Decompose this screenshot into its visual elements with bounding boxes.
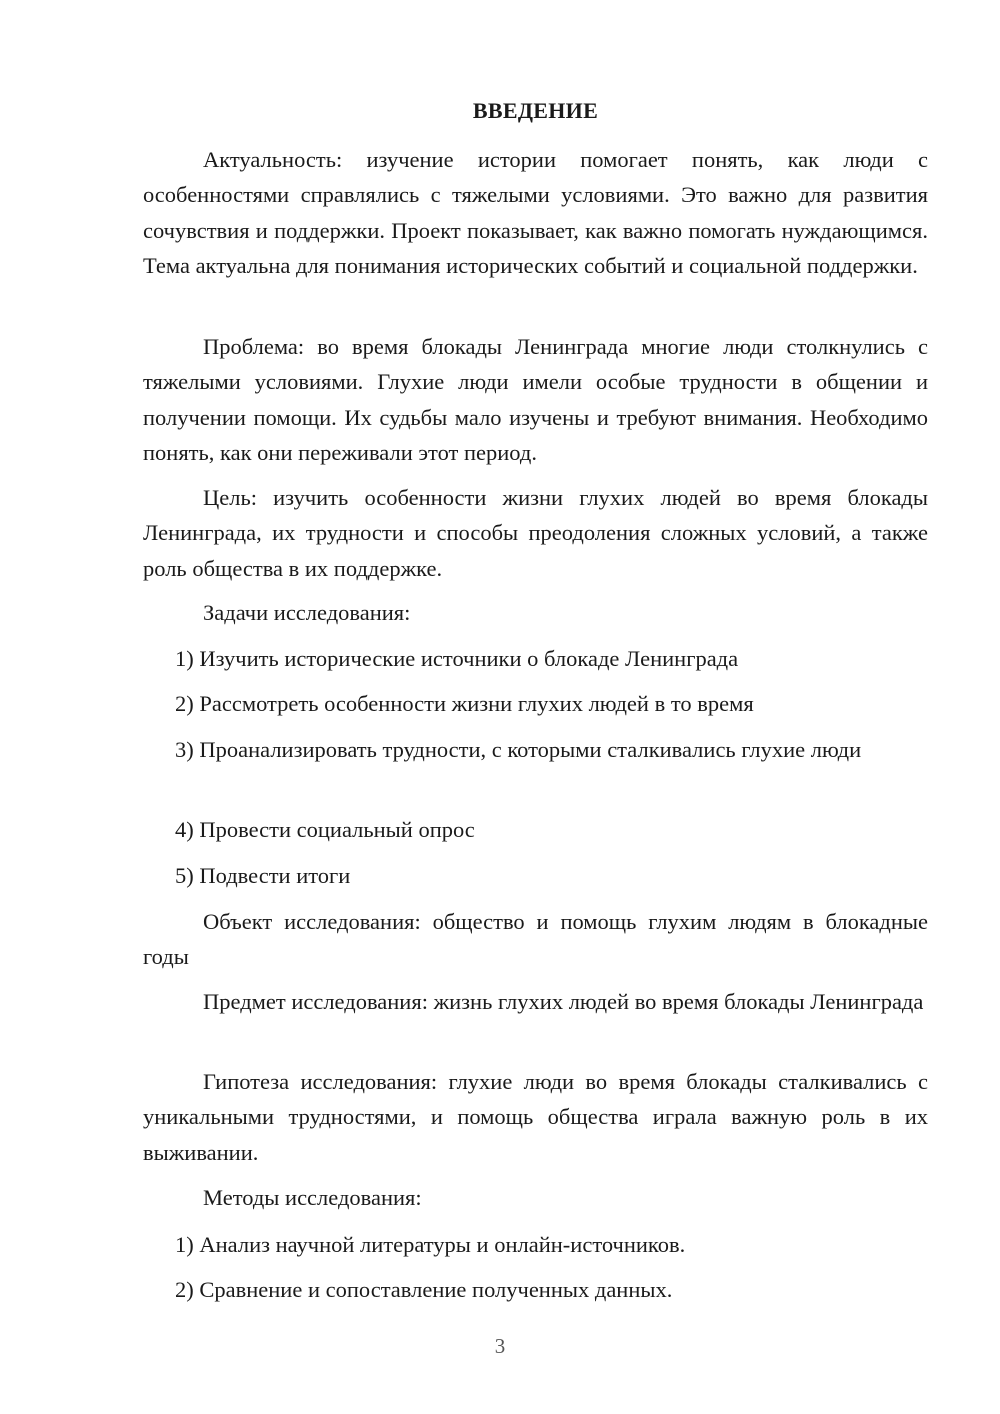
method-item: 2) Сравнение и сопоставление полученных данных. xyxy=(175,1277,673,1302)
methods-heading: Методы исследования: xyxy=(203,1185,422,1210)
page-number: 3 xyxy=(494,1334,506,1358)
relevance-paragraph: Актуальность: изучение истории помогает понять, как люди с особенностями справлялись с тяжелыми условиями. Это важно для развития сочувствия и поддержки. Проект показывает, как важно помогать нуждающимся. Тема актуальна для понимания исторических событий и социальной поддержки. xyxy=(143,147,928,278)
hypothesis-paragraph: Гипотеза исследования: глухие люди во время блокады сталкивались с уникальными трудностями, и помощь общества играла важную роль в их выживании. xyxy=(143,1069,928,1165)
task-item: 4) Провести социальный опрос xyxy=(175,817,475,842)
problem-paragraph: Проблема: во время блокады Ленинграда многие люди столкнулись с тяжелыми условиями. Глухие люди имели особые трудности в общении и получении помощи. Их судьбы мало изучены и требуют внимания. Необходимо понять, как они переживали этот период. xyxy=(143,334,928,465)
subject-paragraph: Предмет исследования: жизнь глухих людей во время блокады Ленинграда xyxy=(203,989,924,1014)
page-title: ВВЕДЕНИЕ xyxy=(472,98,599,123)
task-item: 5) Подвести итоги xyxy=(175,863,351,888)
task-item: 1) Изучить исторические источники о блокаде Ленинграда xyxy=(175,646,739,671)
task-item: 3) Проанализировать трудности, с которыми сталкивались глухие люди xyxy=(175,737,862,762)
object-paragraph: Объект исследования: общество и помощь глухим людям в блокадные годы xyxy=(143,909,928,970)
goal-paragraph: Цель: изучить особенности жизни глухих людей во время блокады Ленинграда, их трудности и способы преодоления сложных условий, а также роль общества в их поддержке. xyxy=(143,485,928,581)
task-item: 2) Рассмотреть особенности жизни глухих людей в то время xyxy=(175,691,754,716)
tasks-heading: Задачи исследования: xyxy=(203,600,411,625)
method-item: 1) Анализ научной литературы и онлайн-источников. xyxy=(175,1232,686,1257)
